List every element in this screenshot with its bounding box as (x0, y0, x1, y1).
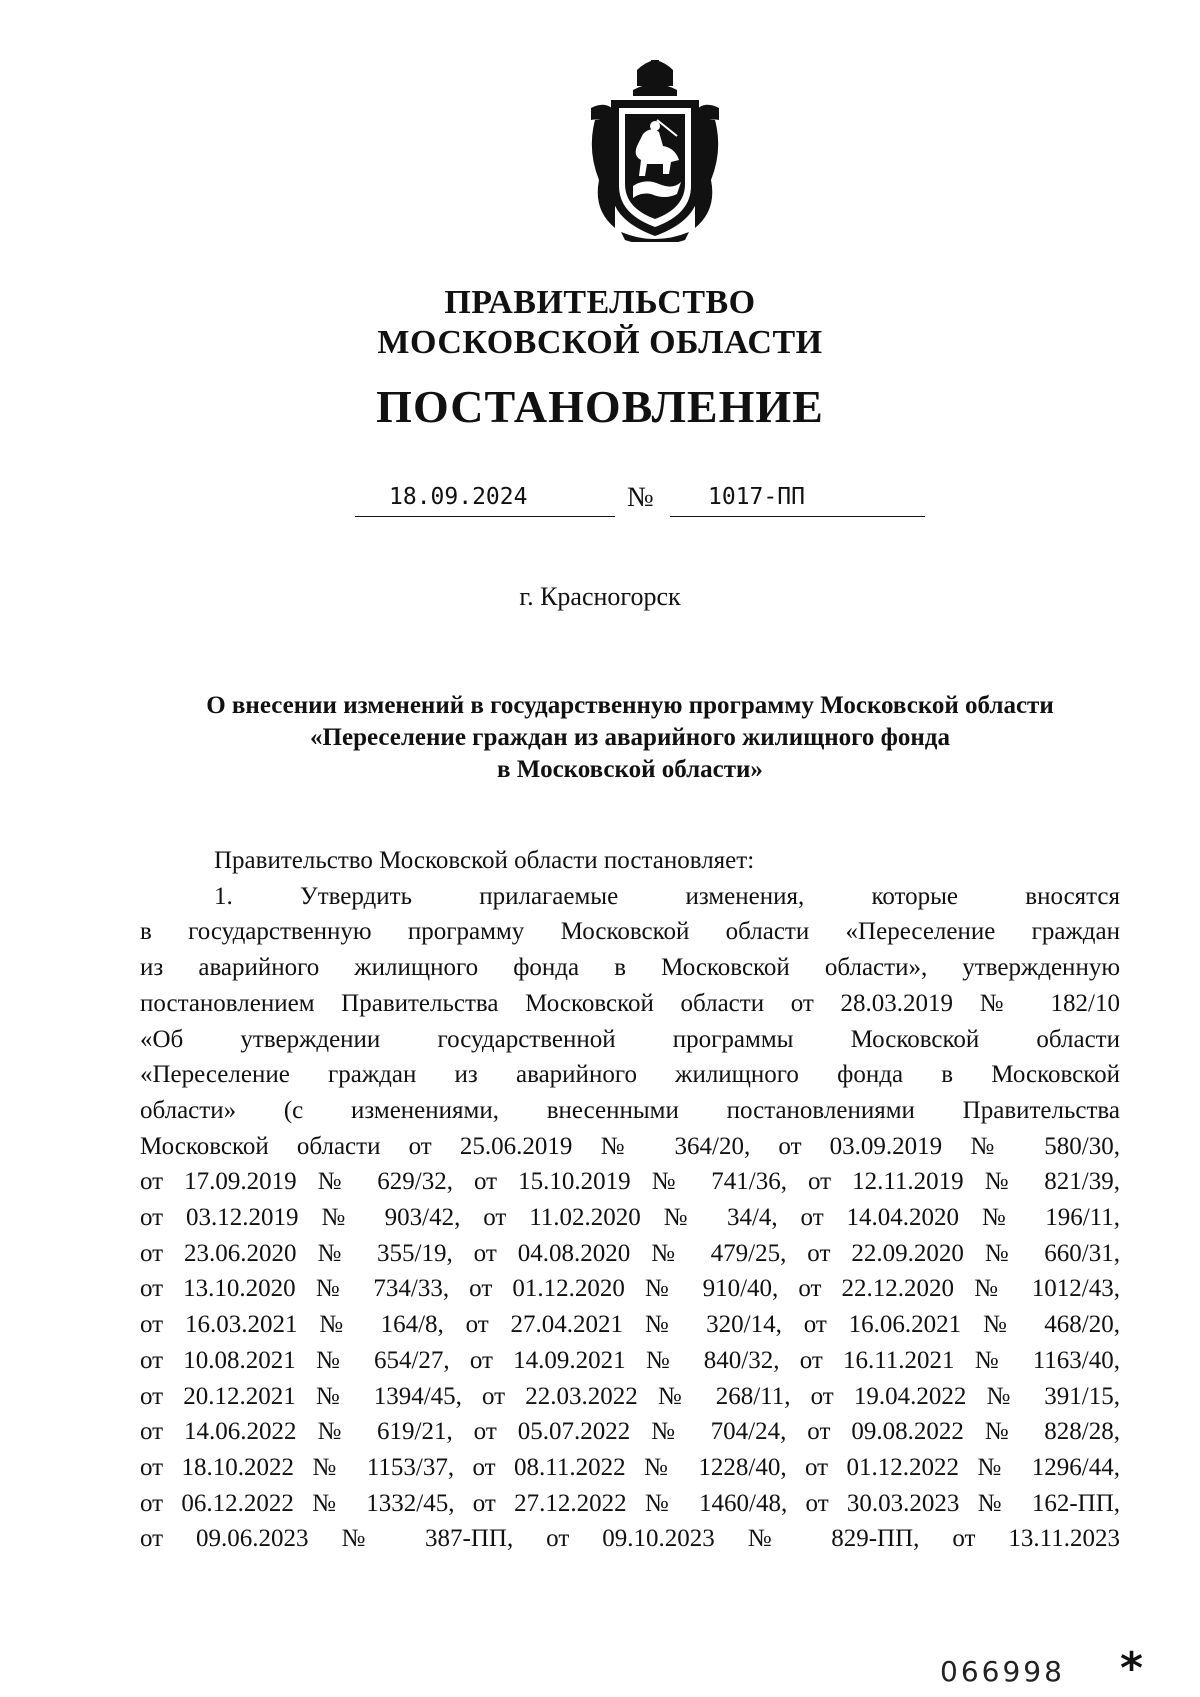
body-line: 1. Утвердить прилагаемые изменения, которые вносятся (214, 882, 1120, 910)
body-line: от 09.06.2023 № 387-ПП, от 09.10.2023 № 829-ПП, от 13.11.2023 (140, 1525, 1120, 1553)
body-line: области» (с изменениями, внесенными постановлениями Правительства (140, 1096, 1120, 1124)
body-line: от 06.12.2022 № 1332/45, от 27.12.2022 № 1460/48, от 30.03.2023 № 162-ПП, (140, 1489, 1120, 1517)
city-name: г. Красногорск (519, 582, 681, 611)
date-field (355, 482, 615, 517)
body-line: от 18.10.2022 № 1153/37, от 08.11.2022 № 1228/40, от 01.12.2022 № 1296/44, (140, 1453, 1120, 1481)
body-line: в государственную программу Московской области «Переселение граждан (140, 918, 1120, 946)
number-sign: № (627, 482, 654, 513)
body-line: Правительство Московской области постановляет: (214, 847, 755, 874)
title-line1: О внесении изменений в государственную программу Московской области (206, 692, 1054, 719)
body-line: «Переселение граждан из аварийного жилищного фонда в Московской (140, 1061, 1120, 1089)
body-line: от 03.12.2019 № 903/42, от 11.02.2020 № 34/4, от 14.04.2020 № 196/11, (140, 1204, 1120, 1232)
form-serial-number: 066998 (940, 1655, 1065, 1688)
body-line: от 17.09.2019 № 629/32, от 15.10.2019 № 741/36, от 12.11.2019 № 821/39, (140, 1168, 1120, 1196)
document-type: ПОСТАНОВЛЕНИЕ (376, 381, 824, 432)
number-field (670, 482, 925, 517)
title-line3: в Московской области» (497, 756, 763, 783)
body-line: постановлением Правительства Московской области от 28.03.2019 № 182/10 (140, 989, 1120, 1017)
registration-row (355, 482, 925, 518)
body-line: «Об утверждении государственной программы Московской области (140, 1025, 1120, 1053)
body-line: от 16.03.2021 № 164/8, от 27.04.2021 № 320/14, от 16.06.2021 № 468/20, (140, 1311, 1120, 1339)
body-line: Московской области от 25.06.2019 № 364/20, от 03.09.2019 № 580/30, (140, 1132, 1120, 1160)
body-line: от 20.12.2021 № 1394/45, от 22.03.2022 № 268/11, от 19.04.2022 № 391/15, (140, 1382, 1120, 1410)
document-body (140, 843, 1120, 1557)
body-line: от 14.06.2022 № 619/21, от 05.07.2022 № 704/24, от 09.08.2022 № 828/28, (140, 1418, 1120, 1446)
body-line: от 10.08.2021 № 654/27, от 14.09.2021 № 840/32, от 16.11.2021 № 1163/40, (140, 1346, 1120, 1374)
body-line: от 23.06.2020 № 355/19, от 04.08.2020 № 479/25, от 22.09.2020 № 660/31, (140, 1239, 1120, 1267)
asterisk-mark: * (1120, 1643, 1144, 1694)
government-name (0, 283, 1200, 363)
document-date: 18.09.2024 (389, 484, 528, 510)
government-name-line2: МОСКОВСКОЙ ОБЛАСТИ (377, 324, 823, 361)
document-title (140, 690, 1120, 786)
document-number: 1017-ПП (708, 484, 805, 510)
title-line2: «Переселение граждан из аварийного жилищного фонда (310, 724, 950, 751)
body-line: от 13.10.2020 № 734/33, от 01.12.2020 № 910/40, от 22.12.2020 № 1012/43, (140, 1275, 1120, 1303)
coat-of-arms-icon (585, 60, 725, 242)
government-name-line1: ПРАВИТЕЛЬСТВО (444, 284, 756, 321)
body-line: из аварийного жилищного фонда в Московской области», утвержденную (140, 954, 1120, 982)
